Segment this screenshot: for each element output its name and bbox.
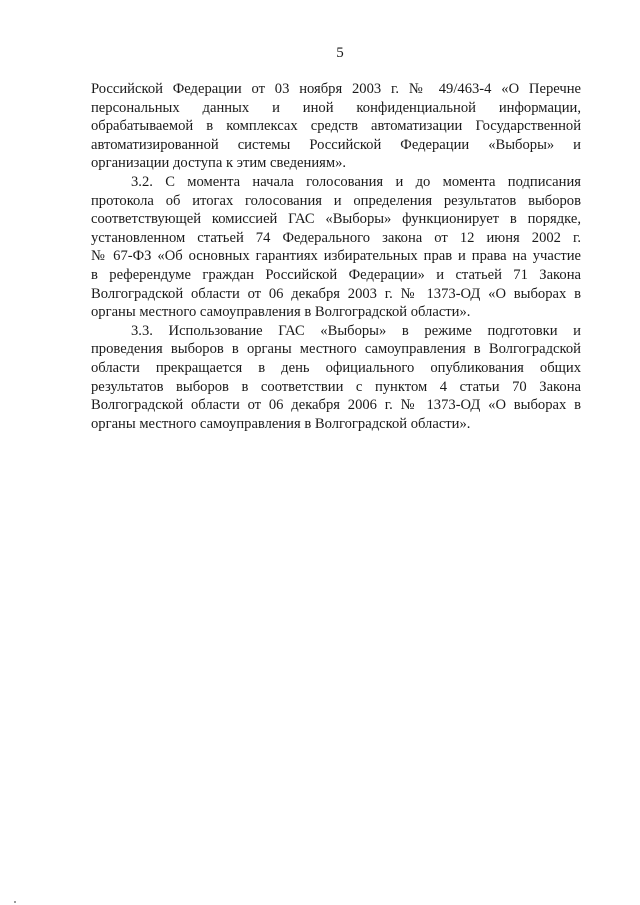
text-line: организации доступа к этим сведениям». [91, 155, 347, 172]
text-line: органы местного самоуправления в Волгоградской области». [91, 304, 471, 321]
text-line: 3.2. С момента начала голосования и до момента подписания [131, 173, 581, 190]
paragraph-3-3 [91, 322, 581, 434]
paragraph-3-2 [91, 173, 581, 322]
text-line: протокола об итогах голосования и определения результатов выборов [91, 192, 581, 209]
text-line: Волгоградской области от 06 декабря 2003 г. № 1373-ОД «О выборах в [91, 285, 581, 302]
text-line: результатов выборов в соответствии с пунктом 4 статьи 70 Закона [91, 378, 581, 395]
page-number: 5 [336, 45, 344, 61]
text-line: Российской Федерации от 03 ноября 2003 г. № 49/463-4 «О Перечне [91, 81, 581, 97]
text-line: обрабатываемой в комплексах средств автоматизации Государственной [91, 118, 581, 135]
text-line: органы местного самоуправления в Волгоградской области». [91, 415, 471, 432]
text-line: № 67-ФЗ «Об основных гарантиях избирательных прав и права на участие [91, 248, 581, 265]
paragraph-continuation [91, 80, 581, 173]
text-line: проведения выборов в органы местного самоуправления в Волгоградской [91, 341, 581, 358]
text-line: установленном статьей 74 Федерального закона от 12 июня 2002 г. [91, 229, 581, 246]
text-line: автоматизированной системы Российской Федерации «Выборы» и [91, 136, 581, 153]
text-line: Волгоградской области от 06 декабря 2006 г. № 1373-ОД «О выборах в [91, 397, 581, 414]
text-line: 3.3. Использование ГАС «Выборы» в режиме подготовки и [131, 322, 581, 339]
text-line: в референдуме граждан Российской Федерации» и статьей 71 Закона [91, 266, 581, 283]
text-line: персональных данных и иной конфиденциальной информации, [91, 99, 581, 116]
scan-speck [14, 901, 16, 903]
body-text [91, 80, 581, 433]
text-line: области прекращается в день официального опубликования общих [91, 359, 581, 376]
text-line: соответствующей комиссией ГАС «Выборы» функционирует в порядке, [91, 211, 581, 228]
